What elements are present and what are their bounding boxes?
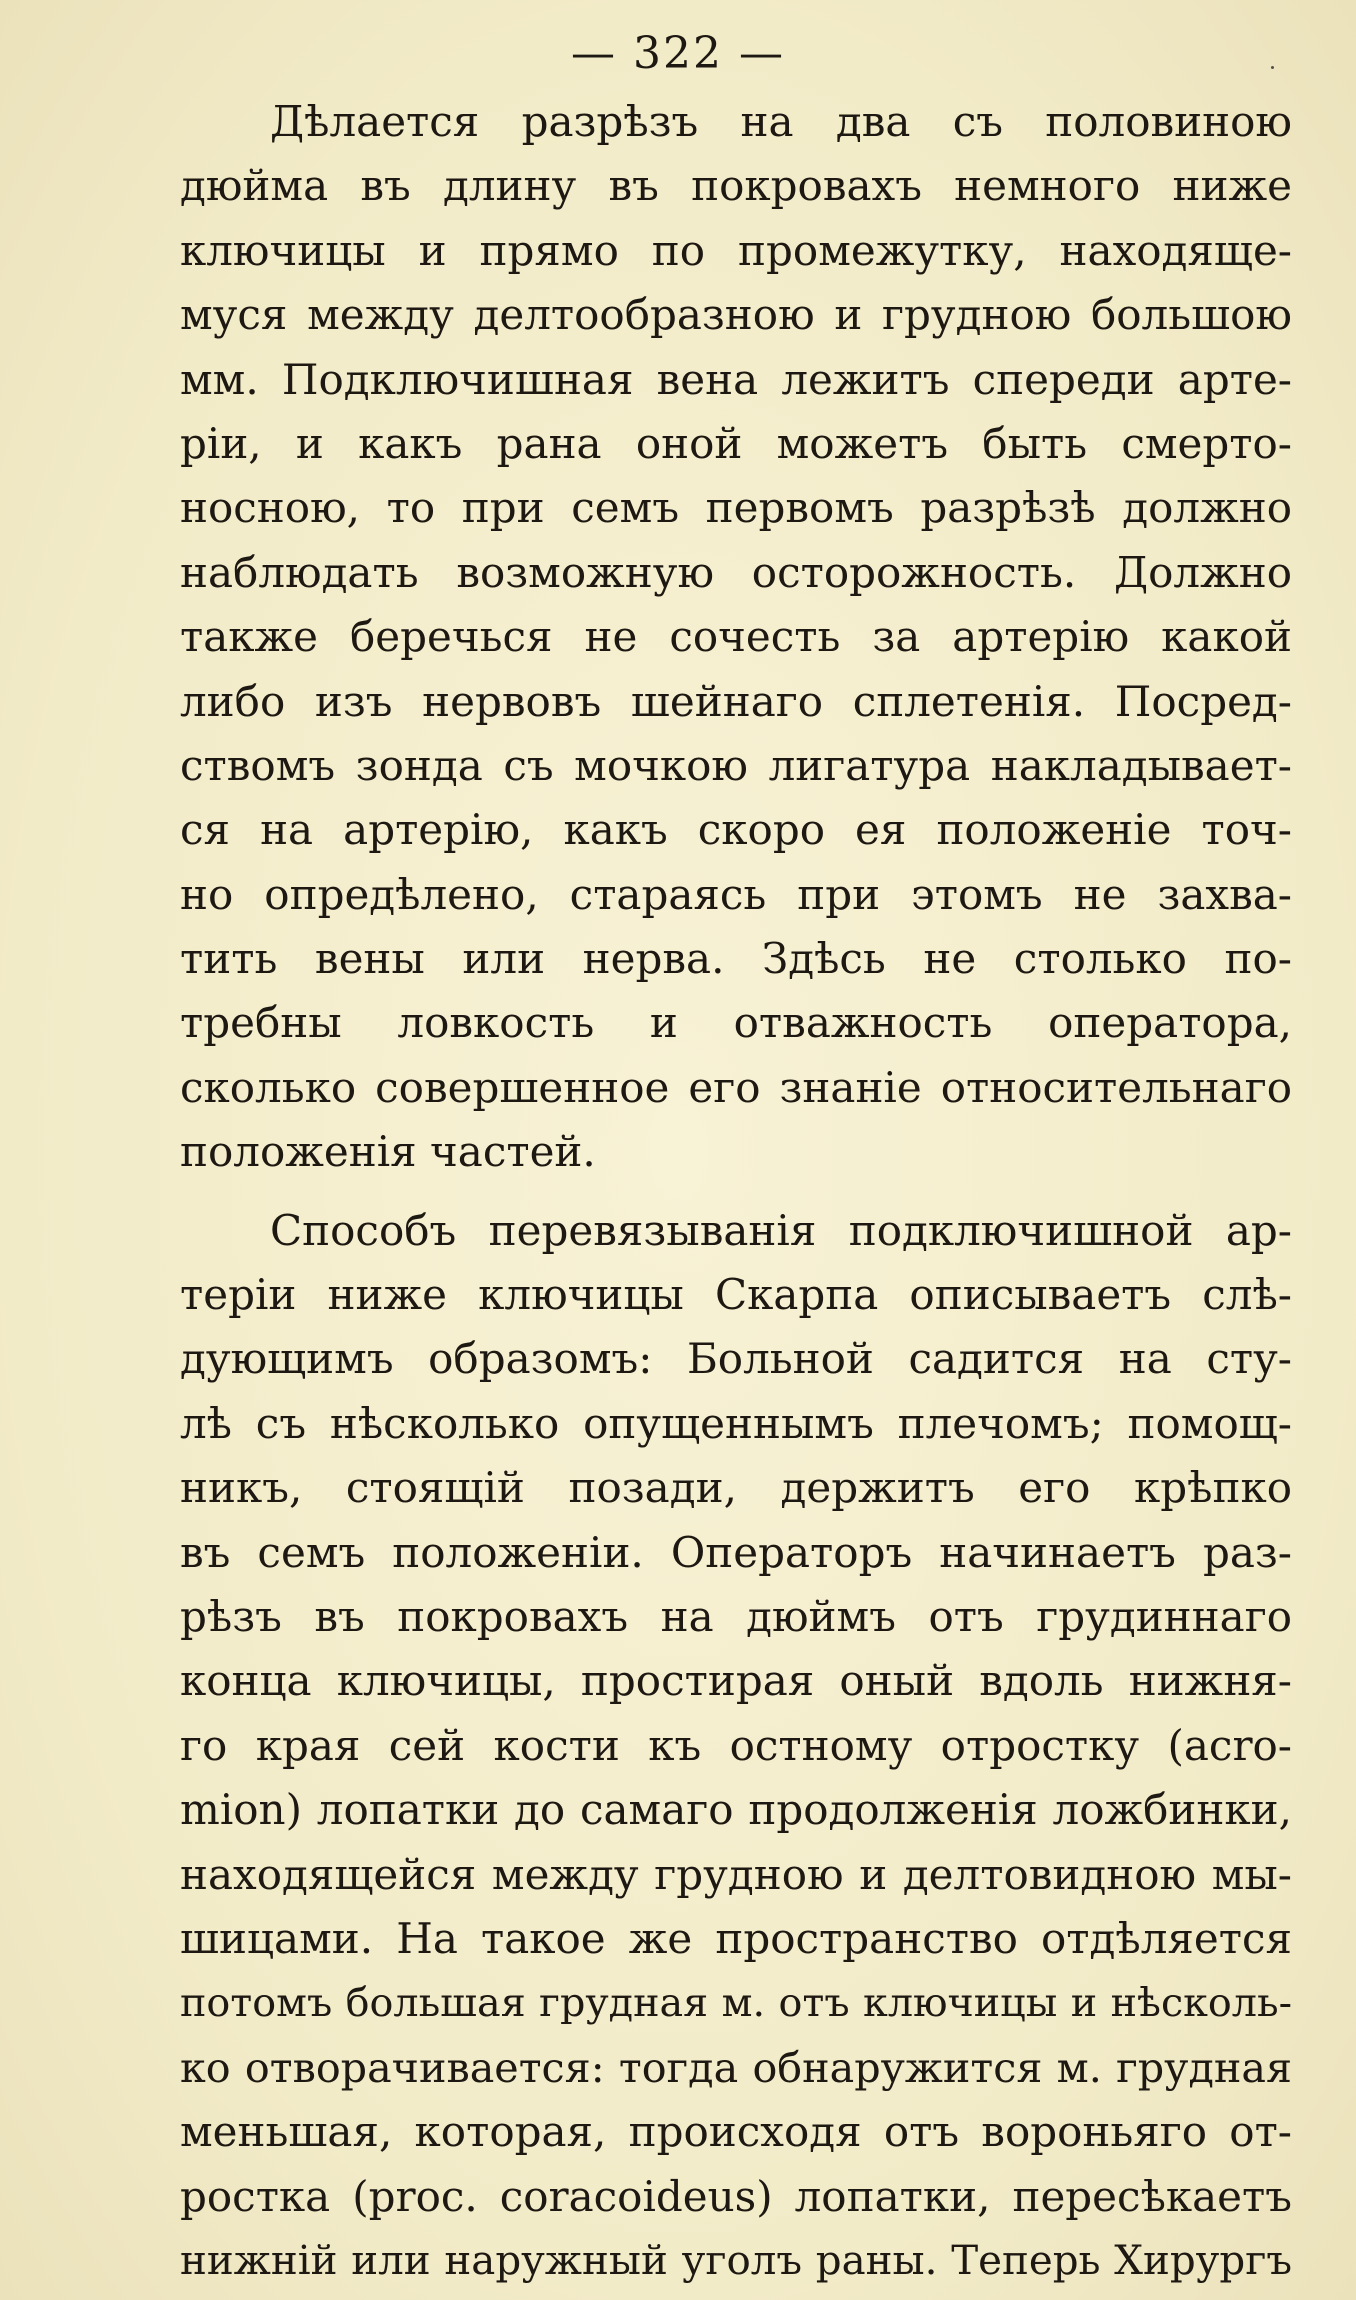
text-line: теріи ниже ключицы Скарпа описываетъ слѣ- bbox=[180, 1270, 1292, 1320]
text-line: мм. Подключишная вена лежитъ спереди арте- bbox=[180, 354, 1292, 404]
text-line: ко отворачивается: тогда обнаружится м. грудная bbox=[180, 2043, 1292, 2092]
text-line: также беречься не сочесть за артерію какой bbox=[180, 612, 1292, 662]
text-line: потомъ большая грудная м. отъ ключицы и нѣсколь- bbox=[180, 1980, 1292, 2027]
text-line: сколько совершенное его знаніе относительнаго bbox=[180, 1062, 1292, 1112]
text-line: дующимъ образомъ: Больной садится на сту- bbox=[180, 1334, 1292, 1384]
text-line: ся на артерію, какъ скоро ея положеніе точ- bbox=[180, 805, 1292, 855]
text-line: тить вены или нерва. Здѣсь не столько по- bbox=[180, 934, 1292, 984]
text-line: конца ключицы, простирая оный вдоль нижня- bbox=[180, 1656, 1292, 1706]
text-line: ключицы и прямо по промежутку, находяще- bbox=[180, 225, 1292, 275]
text-line: лѣ съ нѣсколько опущеннымъ плечомъ; помощ- bbox=[180, 1398, 1292, 1448]
text-line: ріи, и какъ рана оной можетъ быть смерто- bbox=[180, 418, 1292, 468]
text-line: въ семъ положеніи. Операторъ начинаетъ раз- bbox=[180, 1527, 1292, 1577]
text-line: Дѣлается разрѣзъ на два съ половиною bbox=[270, 97, 1292, 146]
paragraph-1 bbox=[180, 90, 1292, 1185]
page-body bbox=[180, 90, 1292, 2293]
text-line: но опредѣлено, стараясь при этомъ не захва- bbox=[180, 869, 1292, 919]
text-line: рѣзъ въ покровахъ на дюймъ отъ грудиннаго bbox=[180, 1591, 1292, 1641]
paragraph-2 bbox=[180, 1199, 1292, 2294]
text-line: меньшая, которая, происходя отъ вороньяго от- bbox=[180, 2107, 1292, 2157]
text-line: дюйма въ длину въ покровахъ немного ниже bbox=[180, 161, 1292, 211]
text-line: никъ, стоящій позади, держитъ его крѣпко bbox=[180, 1463, 1292, 1513]
text-line: муся между делтообразною и грудною большою bbox=[180, 290, 1292, 340]
text-line: ростка (proc. coracoideus) лопатки, пересѣкаетъ bbox=[180, 2171, 1292, 2221]
text-line: Способъ перевязыванія подключишной ар- bbox=[270, 1205, 1292, 1255]
text-line: носною, то при семъ первомъ разрѣзѣ должно bbox=[180, 483, 1292, 533]
text-line: го края сей кости къ остному отростку (acro- bbox=[180, 1720, 1292, 1770]
text-line: ствомъ зонда съ мочкою лигатура накладывает- bbox=[180, 740, 1292, 790]
text-line: шицами. На такое же пространство отдѣляется bbox=[180, 1913, 1292, 1963]
text-line: нижній или наружный уголъ раны. Теперь Хирургъ bbox=[180, 2236, 1292, 2284]
text-line: находящейся между грудною и делтовидною мы- bbox=[180, 1849, 1292, 1899]
text-line: требны ловкость и отважность оператора, bbox=[180, 998, 1292, 1048]
text-line-last: положенія частей. bbox=[180, 1127, 596, 1177]
text-line: mion) лопатки до самаго продолженія ложбинки, bbox=[180, 1785, 1292, 1835]
page-number-header: — 322 — bbox=[571, 28, 785, 79]
text-line: либо изъ нервовъ шейнаго сплетенія. Посред- bbox=[180, 676, 1292, 726]
text-line: наблюдать возможную осторожность. Должно bbox=[180, 547, 1292, 597]
